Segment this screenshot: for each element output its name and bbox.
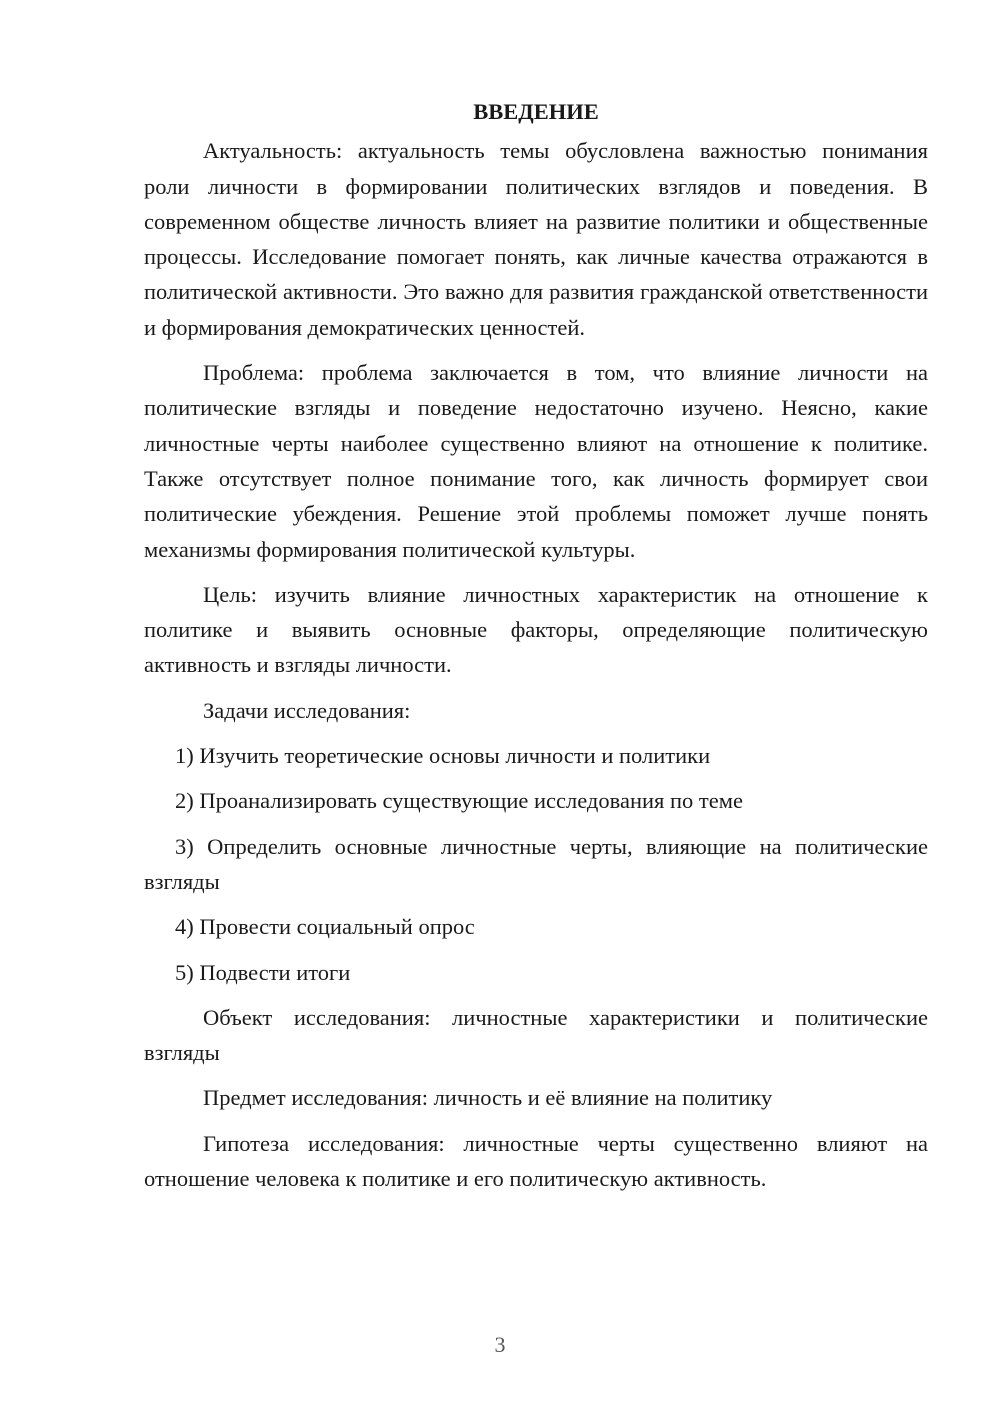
- list-item: 4) Провести социальный опрос: [175, 914, 475, 940]
- list-item: 1) Изучить теоретические основы личности и политики: [175, 743, 711, 769]
- page-content: [144, 94, 928, 1206]
- list-item: 5) Подвести итоги: [175, 959, 351, 985]
- section-title: ВВЕДЕНИЕ: [473, 99, 599, 124]
- list-item: 3) Определить основные личностные черты, влияющие на политические взгляды: [144, 833, 928, 894]
- list-item: 2) Проанализировать существующие исследования по теме: [175, 788, 743, 814]
- hypothesis-paragraph: Гипотеза исследования: личностные черты существенно влияют на отношение человека к политике и его политическую активность.: [144, 1130, 928, 1192]
- tasks-heading: Задачи исследования:: [203, 697, 411, 723]
- goal-paragraph: Цель: изучить влияние личностных характеристик на отношение к политике и выявить основные факторы, определяющие политическую активность и взгляды личности.: [144, 581, 928, 678]
- subject-paragraph: Предмет исследования: личность и её влияние на политику: [203, 1085, 773, 1111]
- object-paragraph: Объект исследования: личностные характеристики и политические взгляды: [144, 1004, 928, 1066]
- relevance-paragraph: Актуальность: актуальность темы обусловлена важностью понимания роли личности в формировании политических взглядов и поведения. В современном обществе личность влияет на развитие политики и общественные процессы. Исследование помогает понять, как личные качества отражаются в политической активности. Это важно для развития гражданской ответственности и формирования демократических ценностей.: [144, 138, 928, 340]
- problem-paragraph: Проблема: проблема заключается в том, что влияние личности на политические взгляды и поведение недостаточно изучено. Неясно, какие личностные черты наиболее существенно влияют на отношение к политике. Также отсутствует полное понимание того, как личность формирует свои политические убеждения. Решение этой проблемы поможет лучше понять механизмы формирования политической культуры.: [144, 360, 928, 562]
- page-number: 3: [494, 1332, 506, 1357]
- tasks-list: [144, 738, 928, 990]
